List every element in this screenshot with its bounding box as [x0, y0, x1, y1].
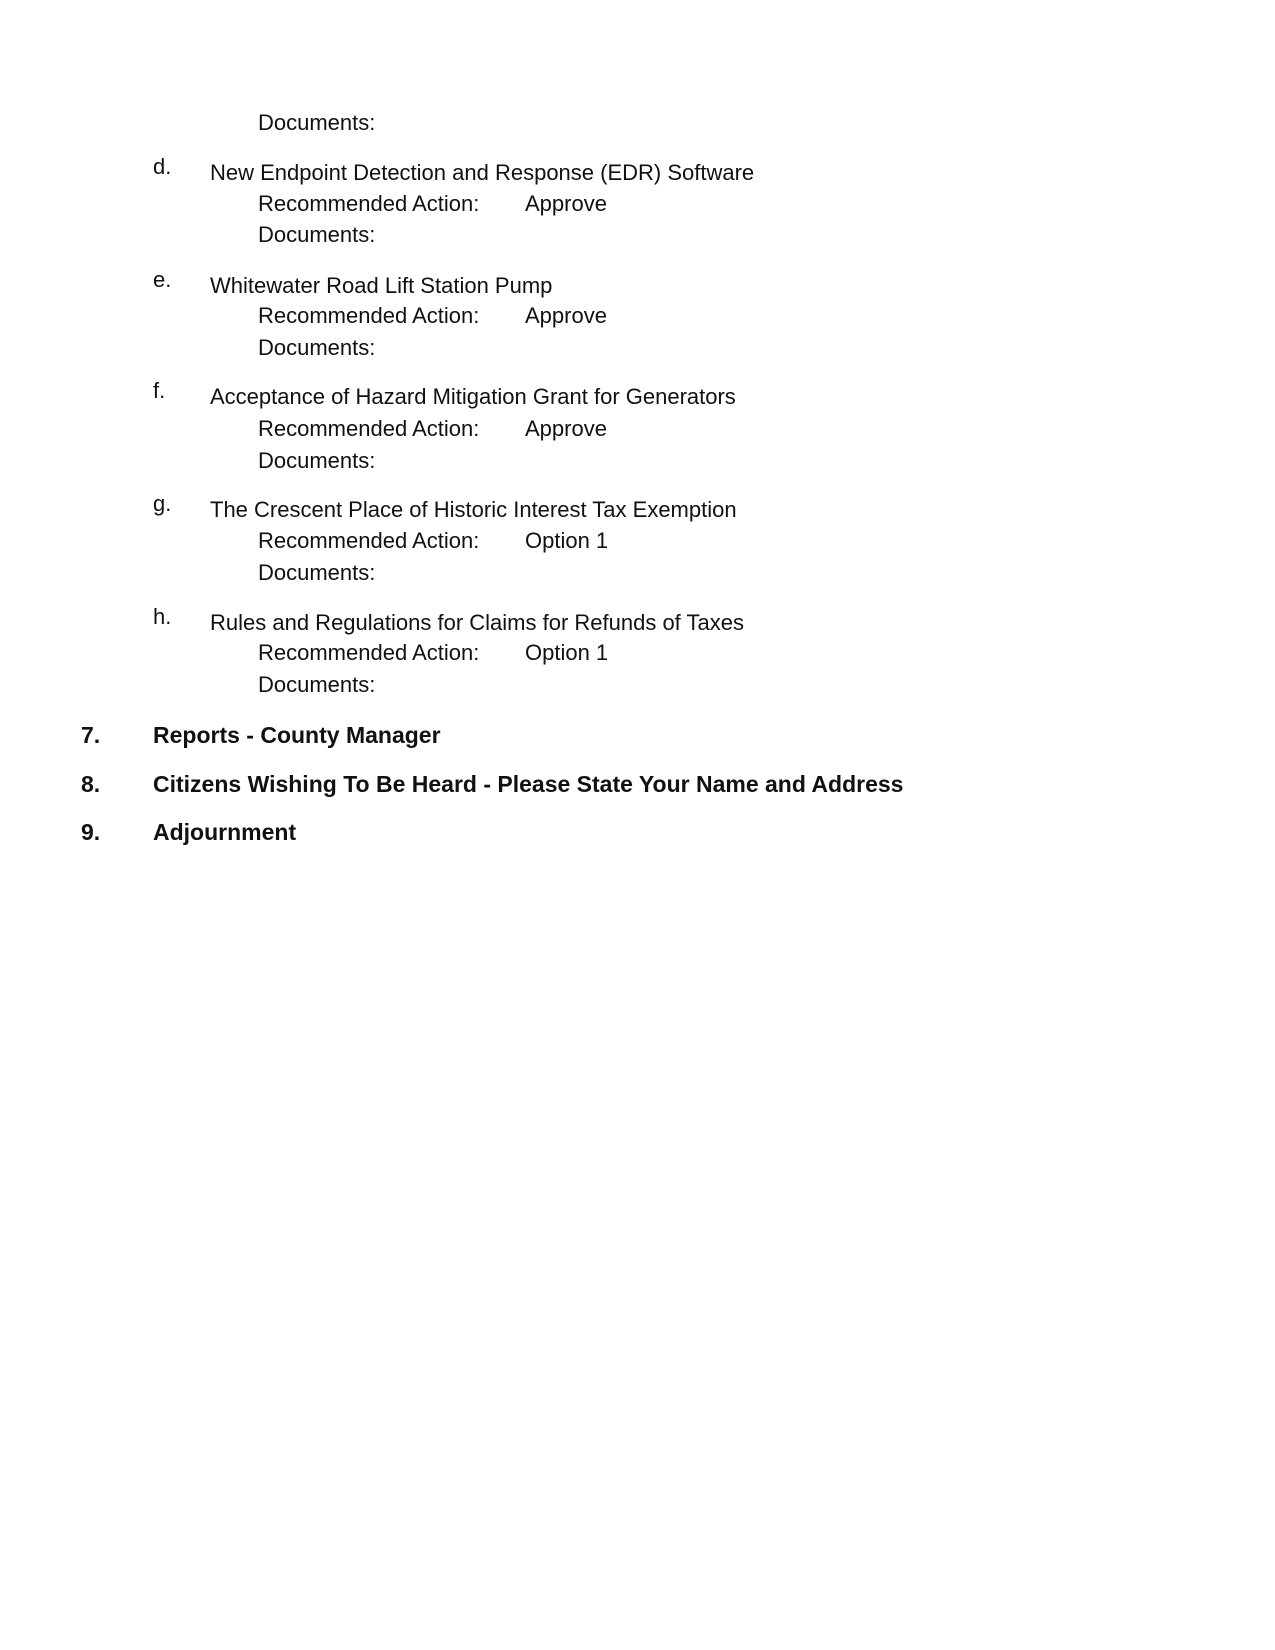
- documents-label: Documents:: [258, 560, 376, 585]
- recommended-action-label: Recommended Action:: [258, 528, 480, 553]
- documents-label: Documents:: [258, 222, 376, 247]
- section-number: 7.: [81, 722, 101, 748]
- item-title: New Endpoint Detection and Response (EDR) Software: [210, 160, 755, 185]
- recommended-action-label: Recommended Action:: [258, 640, 480, 665]
- section-number: 8.: [81, 771, 101, 797]
- item-letter: h.: [153, 604, 172, 629]
- documents-label: Documents:: [258, 335, 376, 360]
- recommended-action-label: Recommended Action:: [258, 191, 480, 216]
- documents-label: Documents:: [258, 448, 376, 473]
- documents-label: Documents:: [258, 672, 376, 697]
- recommended-action-label: Recommended Action:: [258, 416, 480, 441]
- section-title: Reports - County Manager: [153, 722, 441, 748]
- recommended-action-label: Recommended Action:: [258, 303, 480, 328]
- item-letter: d.: [153, 154, 172, 179]
- section-title: Citizens Wishing To Be Heard - Please State Your Name and Address: [153, 771, 904, 797]
- recommended-action-value: Option 1: [525, 528, 609, 553]
- item-title: Rules and Regulations for Claims for Refunds of Taxes: [210, 610, 744, 635]
- recommended-action-value: Approve: [525, 416, 607, 441]
- recommended-action-value: Option 1: [525, 640, 609, 665]
- section-number: 9.: [81, 819, 101, 845]
- recommended-action-value: Approve: [525, 303, 607, 328]
- recommended-action-value: Approve: [525, 191, 607, 216]
- item-letter: f.: [153, 378, 166, 403]
- item-title: Acceptance of Hazard Mitigation Grant for Generators: [210, 384, 736, 409]
- documents-label: Documents:: [258, 110, 376, 135]
- item-letter: e.: [153, 267, 172, 292]
- item-title: Whitewater Road Lift Station Pump: [210, 273, 553, 298]
- item-letter: g.: [153, 491, 172, 516]
- item-title: The Crescent Place of Historic Interest Tax Exemption: [210, 497, 737, 522]
- section-title: Adjournment: [153, 819, 297, 845]
